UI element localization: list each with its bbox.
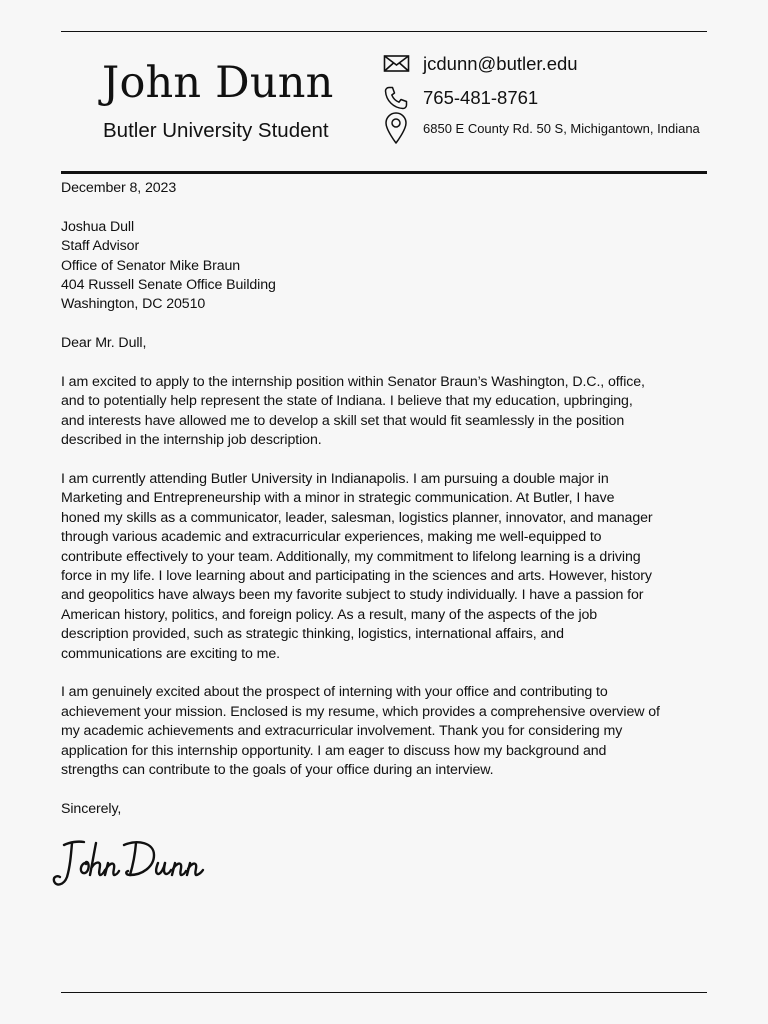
top-divider (61, 31, 707, 32)
envelope-icon (383, 50, 411, 78)
applicant-subtitle: Butler University Student (103, 119, 329, 142)
paragraph-line: and geopolitics have always been my favorite subject to study individually. I have a passion for (61, 587, 644, 604)
paragraph-line: force in my life. I love learning about and participating in the sciences and arts. However, history (61, 568, 652, 585)
email-text[interactable]: jcdunn@butler.edu (423, 53, 578, 74)
address-text: 6850 E County Rd. 50 S, Michigantown, Indiana (423, 120, 700, 136)
recipient-name: Joshua Dull (61, 218, 135, 235)
phone-icon (383, 84, 411, 112)
paragraph-line: my academic achievements and extracurricular involvement. Thank you for considering my (61, 723, 623, 740)
closing: Sincerely, (61, 800, 122, 817)
handwritten-signature (50, 833, 220, 898)
recipient-city: Washington, DC 20510 (61, 296, 206, 313)
paragraph-line: and interests have allowed me to develop a skill set that would fit seamlessly in the position (61, 412, 625, 429)
recipient-office: Office of Senator Mike Braun (61, 257, 241, 274)
location-pin-icon (383, 114, 411, 142)
paragraph-line: American history, politics, and foreign policy. As a result, many of the aspects of the job (61, 606, 598, 623)
paragraph-line: application for this internship opportunity. I am eager to discuss how my background and (61, 742, 607, 759)
bottom-divider (61, 992, 707, 993)
paragraph-line: honed my skills as a communicator, leader, salesman, logistics planner, innovator, and manager (61, 509, 653, 526)
letter-date: December 8, 2023 (61, 180, 177, 196)
paragraph-line: I am excited to apply to the internship position within Senator Braun’s Washington, D.C., office, (61, 374, 645, 391)
paragraph-2 (61, 470, 711, 664)
paragraph-line: Marketing and Entrepreneurship with a minor in strategic communication. At Butler, I have (61, 490, 615, 507)
paragraph-line: I am genuinely excited about the prospect of interning with your office and contributing to (61, 684, 608, 701)
phone-text[interactable]: 765-481-8761 (423, 87, 539, 108)
recipient-title: Staff Advisor (61, 238, 140, 255)
paragraph-3 (61, 683, 711, 780)
contact-address-row (383, 114, 700, 142)
paragraph-1 (61, 373, 711, 451)
paragraph-line: contribute effectively to your team. Additionally, my commitment to lifelong learning is a driving (61, 548, 641, 565)
recipient-building: 404 Russell Senate Office Building (61, 277, 276, 294)
recipient-block (61, 218, 711, 315)
paragraph-line: strengths can contribute to the goals of your office during an interview. (61, 762, 494, 779)
contact-email-row (383, 50, 578, 78)
paragraph-line: description provided, such as strategic thinking, logistics, international affairs, and (61, 626, 564, 643)
paragraph-line: achievement your mission. Enclosed is my resume, which provides a comprehensive overview of (61, 703, 660, 720)
paragraph-line: and to potentially help represent the state of Indiana. I believe that my education, upbringing, (61, 393, 633, 410)
paragraph-line: through various academic and extracurricular experiences, making me well-equipped to (61, 529, 602, 546)
contact-phone-row (383, 84, 538, 112)
letter-body (61, 179, 711, 839)
applicant-name: John Dunn (102, 58, 334, 108)
header-divider (61, 171, 707, 174)
paragraph-line: communications are exciting to me. (61, 645, 280, 662)
paragraph-line: I am currently attending Butler University in Indianapolis. I am pursuing a double major in (61, 471, 609, 488)
salutation: Dear Mr. Dull, (61, 335, 147, 352)
paragraph-line: described in the internship job description. (61, 432, 322, 449)
